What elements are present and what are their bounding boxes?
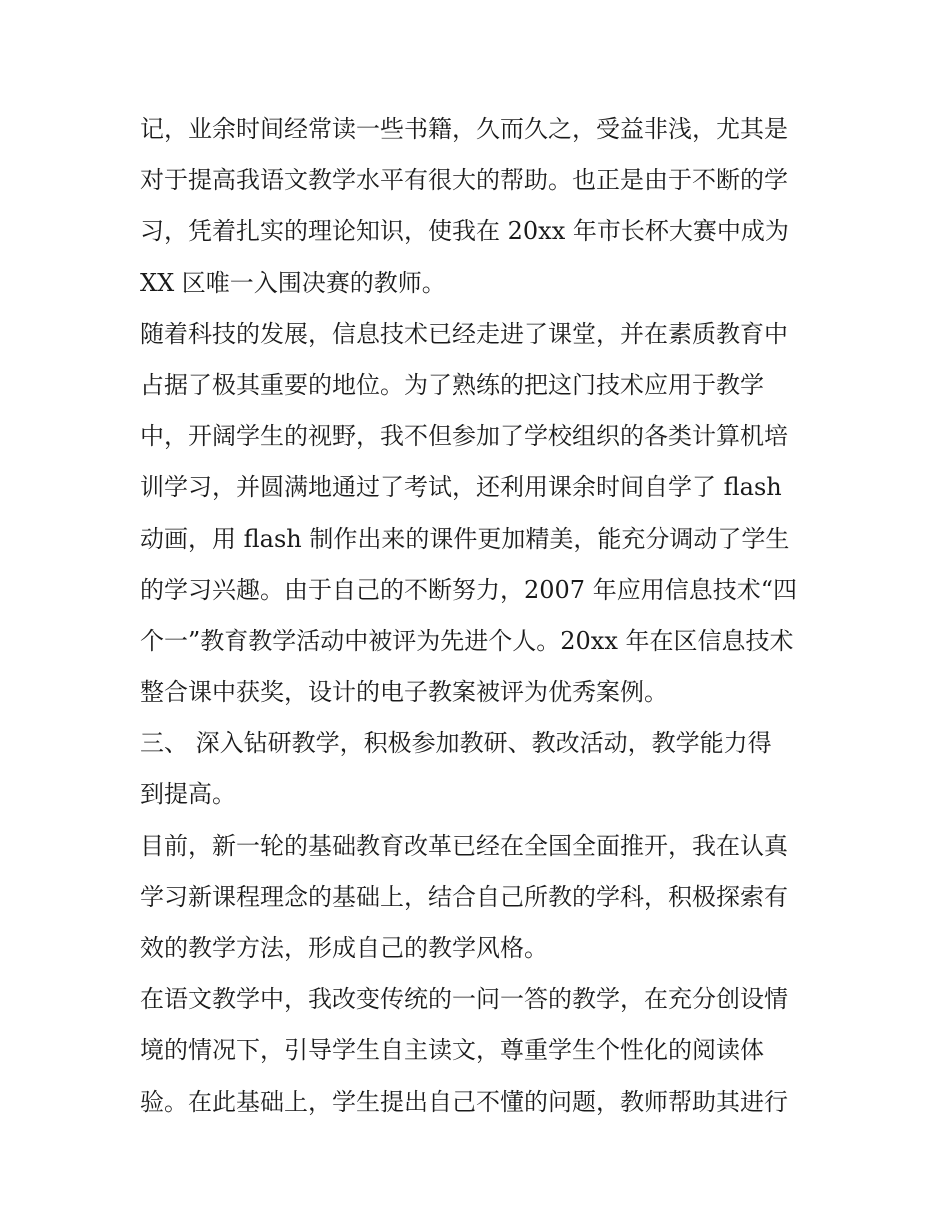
text-line: XX 区唯一入围决赛的教师。 <box>140 268 446 297</box>
section-heading-line: 三、 深入钻研教学，积极参加教研、教改活动，教学能力得 <box>140 729 772 758</box>
text-line: 随着科技的发展，信息技术已经走进了课堂，并在素质教育中 <box>140 319 788 348</box>
section-heading-line: 到提高。 <box>140 780 236 809</box>
text-line: 训学习，并圆满地通过了考试，还利用课余时间自学了 flash <box>140 473 782 502</box>
text-line: 占据了极其重要的地位。为了熟练的把这门技术应用于教学 <box>140 370 764 399</box>
text-line: 验。在此基础上，学生提出自己不懂的问题，教师帮助其进行 <box>140 1087 788 1116</box>
text-line: 记，业余时间经常读一些书籍，久而久之，受益非浅，尤其是 <box>140 115 788 143</box>
text-line: 中，开阔学生的视野，我不但参加了学校组织的各类计算机培 <box>140 422 788 451</box>
text-line: 对于提高我语文教学水平有很大的帮助。也正是由于不断的学 <box>140 166 788 195</box>
text-line: 个一”教育教学活动中被评为先进个人。20xx 年在区信息技术 <box>140 626 794 655</box>
text-line: 目前，新一轮的基础教育改革已经在全国全面推开，我在认真 <box>140 831 788 860</box>
text-line: 学习新课程理念的基础上，结合自己所教的学科，积极探索有 <box>140 882 788 911</box>
text-line: 在语文教学中，我改变传统的一问一答的教学，在充分创设情 <box>140 985 788 1014</box>
text-line: 的学习兴趣。由于自己的不断努力，2007 年应用信息技术“四 <box>140 575 797 604</box>
document-body <box>140 104 820 1128</box>
text-line: 习，凭着扎实的理论知识，使我在 20xx 年市长杯大赛中成为 <box>140 217 789 246</box>
text-line: 动画，用 flash 制作出来的课件更加精美，能充分调动了学生 <box>140 524 790 553</box>
text-line: 效的教学方法，形成自己的教学风格。 <box>140 934 548 962</box>
text-line: 整合课中获奖，设计的电子教案被评为优秀案例。 <box>140 678 668 707</box>
text-line: 境的情况下，引导学生自主读文，尊重学生个性化的阅读体 <box>140 1036 764 1065</box>
